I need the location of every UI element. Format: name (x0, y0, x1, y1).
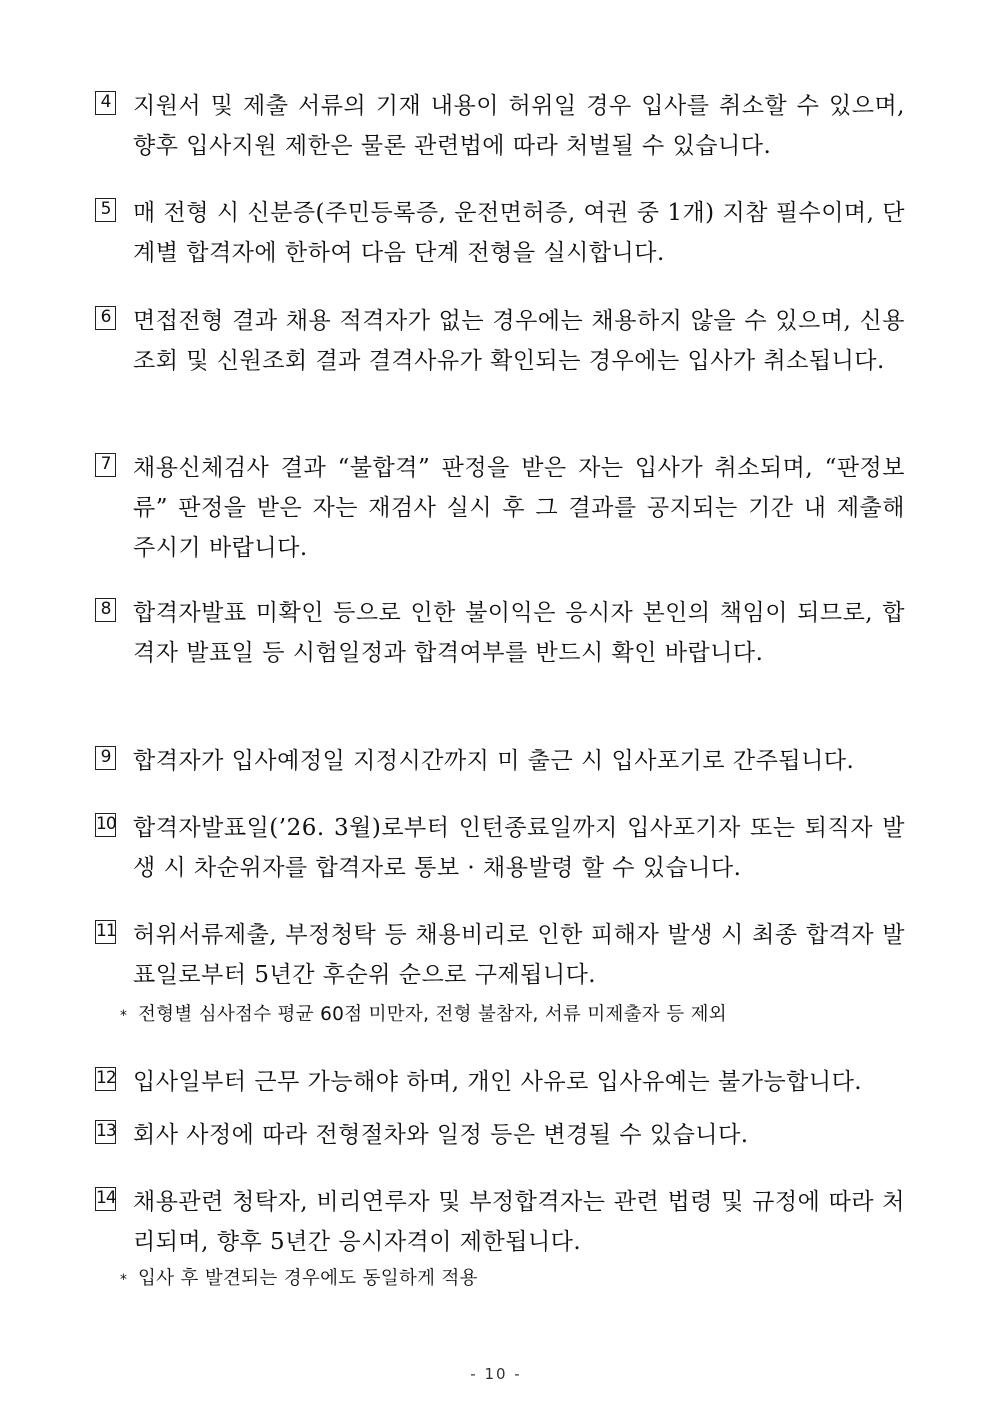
item-text: 매 전형 시 신분증(주민등록증, 운전면허증, 여권 중 1개) 지참 필수이며, 단계별 합격자에 한하여 다음 단계 전형을 실시합니다. (133, 200, 905, 266)
item-text: 허위서류제출, 부정청탁 등 채용비리로 인한 피해자 발생 시 최종 합격자 발표일로부터 5년간 후순위 순으로 구제됩니다. (133, 922, 905, 988)
notice-item-6 (95, 301, 905, 381)
item-text: 면접전형 결과 채용 적격자가 없는 경우에는 채용하지 않을 수 있으며, 신용조회 및 신원조회 결과 결격사유가 확인되는 경우에는 입사가 취소됩니다. (133, 308, 905, 374)
item-text: 지원서 및 제출 서류의 기재 내용이 허위일 경우 입사를 취소할 수 있으며, 향후 입사지원 제한은 물론 관련법에 따라 처벌될 수 있습니다. (133, 93, 905, 159)
footnote-item-11 (120, 1002, 900, 1029)
footnote-asterisk: * (120, 1272, 128, 1288)
item-text: 채용관련 청탁자, 비리연루자 및 부정합격자는 관련 법령 및 규정에 따라 처리되며, 향후 5년간 응시자격이 제한됩니다. (133, 1189, 905, 1255)
item-number-box: 8 (95, 598, 116, 622)
notice-item-8 (95, 593, 905, 673)
notice-item-13 (95, 1115, 905, 1155)
notice-item-7 (95, 448, 905, 568)
notice-item-14 (95, 1182, 905, 1262)
item-text: 채용신체검사 결과 “불합격” 판정을 받은 자는 입사가 취소되며, “판정보류” 판정을 받은 자는 재검사 실시 후 그 결과를 공지되는 기간 내 제출해 주시기 바랍니다. (133, 455, 905, 561)
item-number-box: 7 (95, 453, 116, 477)
footnote-asterisk: * (120, 1008, 128, 1024)
item-text: 회사 사정에 따라 전형절차와 일정 등은 변경될 수 있습니다. (133, 1122, 749, 1148)
item-number-box: 10 (95, 813, 116, 837)
item-number-box: 4 (95, 91, 116, 115)
page-number: - 10 - (470, 1365, 522, 1383)
notice-item-11 (95, 915, 905, 995)
notice-item-5 (95, 193, 905, 273)
notice-item-4 (95, 86, 905, 166)
footnote-text: 전형별 심사점수 평균 60점 미만자, 전형 불참자, 서류 미제출자 등 제외 (138, 1004, 727, 1025)
item-number-box: 11 (95, 920, 116, 944)
item-text: 합격자가 입사예정일 지정시간까지 미 출근 시 입사포기로 간주됩니다. (133, 748, 855, 774)
notice-item-12 (95, 1062, 905, 1102)
item-number-box: 5 (95, 198, 116, 222)
item-text: 합격자발표일(’26. 3월)로부터 인턴종료일까지 입사포기자 또는 퇴직자 발생 시 차순위자를 합격자로 통보 · 채용발령 할 수 있습니다. (133, 815, 905, 881)
item-number-box: 13 (95, 1120, 116, 1144)
footnote-item-14 (120, 1266, 900, 1293)
item-number-box: 6 (95, 306, 116, 330)
item-number-box: 9 (95, 746, 116, 770)
item-number-box: 14 (95, 1187, 116, 1211)
item-text: 입사일부터 근무 가능해야 하며, 개인 사유로 입사유예는 불가능합니다. (133, 1069, 863, 1095)
item-text: 합격자발표 미확인 등으로 인한 불이익은 응시자 본인의 책임이 되므로, 합격자 발표일 등 시험일정과 합격여부를 반드시 확인 바랍니다. (133, 600, 905, 666)
item-number-box: 12 (95, 1067, 116, 1091)
footnote-text: 입사 후 발견되는 경우에도 동일하게 적용 (138, 1268, 478, 1289)
notice-item-9 (95, 741, 905, 781)
notice-item-10 (95, 808, 905, 888)
